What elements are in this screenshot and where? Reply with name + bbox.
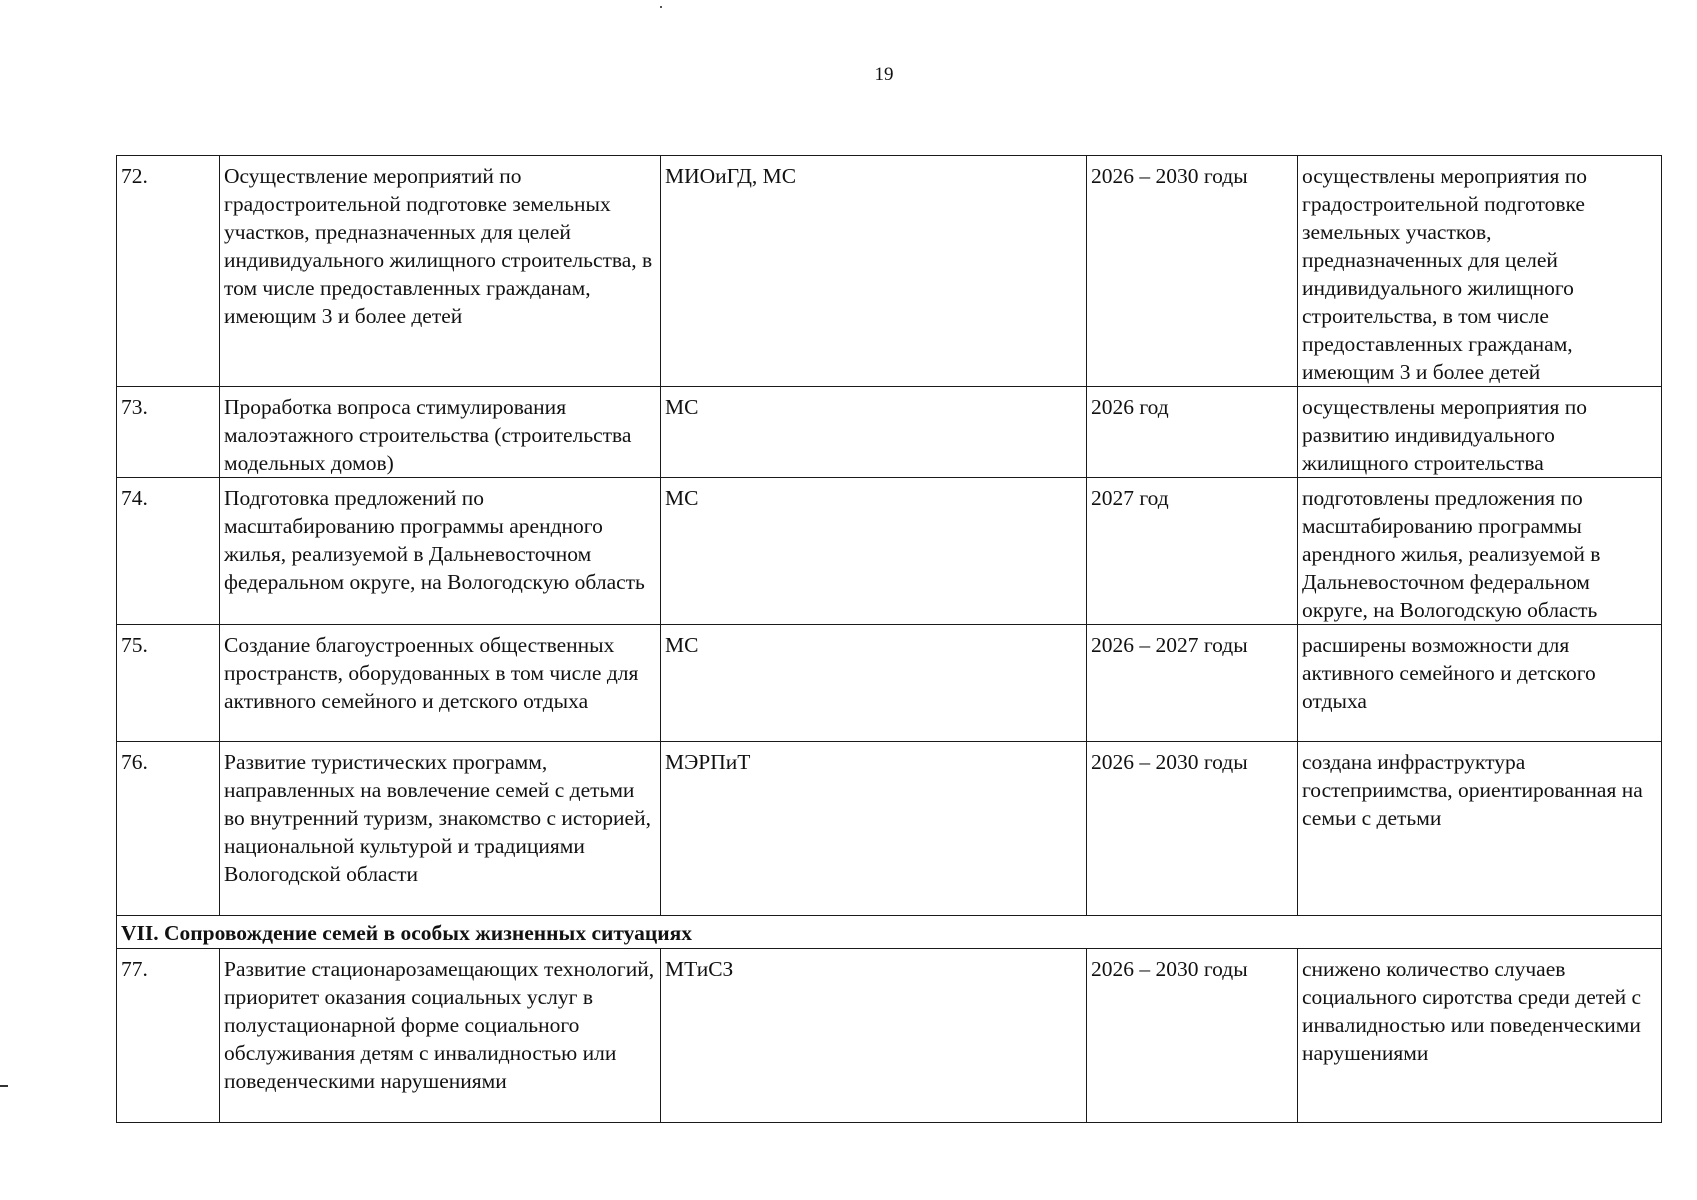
activity-cell: Развитие стационарозамещающих технологий, приоритет оказания социальных услуг в полустационарной форме социального обслуживания детям с инвалидностью или поведенческими нарушениями <box>220 949 661 1123</box>
row-number: 77. <box>117 949 220 1123</box>
result-cell: снижено количество случаев социального сиротства среди детей с инвалидностью или поведенческими нарушениями <box>1298 949 1662 1123</box>
executor-cell: МЭРПиТ <box>661 742 1087 916</box>
activity-cell: Создание благоустроенных общественных пространств, оборудованных в том числе для активного семейного и детского отдыха <box>220 625 661 742</box>
table-row <box>117 949 1662 1123</box>
table-row <box>117 625 1662 742</box>
row-number: 76. <box>117 742 220 916</box>
term-cell: 2026 – 2030 годы <box>1087 156 1298 387</box>
row-number: 74. <box>117 478 220 625</box>
term-cell: 2027 год <box>1087 478 1298 625</box>
term-cell: 2026 – 2030 годы <box>1087 742 1298 916</box>
page-number: 19 <box>874 64 894 85</box>
row-number: 75. <box>117 625 220 742</box>
result-cell: осуществлены мероприятия по развитию индивидуального жилищного строительства <box>1298 387 1662 478</box>
row-number: 73. <box>117 387 220 478</box>
term-cell: 2026 год <box>1087 387 1298 478</box>
table-row <box>117 387 1662 478</box>
table-row <box>117 742 1662 916</box>
section-heading: VII. Сопровождение семей в особых жизненных ситуациях <box>117 916 1662 949</box>
scan-artifact-mark <box>0 1085 8 1087</box>
executor-cell: МС <box>661 387 1087 478</box>
activity-cell: Развитие туристических программ, направленных на вовлечение семей с детьми во внутренний туризм, знакомство с историей, национальной культурой и традициями Вологодской области <box>220 742 661 916</box>
result-cell: создана инфраструктура гостеприимства, ориентированная на семьи с детьми <box>1298 742 1662 916</box>
result-cell: расширены возможности для активного семейного и детского отдыха <box>1298 625 1662 742</box>
activity-cell: Проработка вопроса стимулирования малоэтажного строительства (строительства модельных домов) <box>220 387 661 478</box>
section-heading-row <box>117 916 1662 949</box>
executor-cell: МС <box>661 478 1087 625</box>
executor-cell: МТиСЗ <box>661 949 1087 1123</box>
result-cell: осуществлены мероприятия по градостроительной подготовке земельных участков, предназначенных для целей индивидуального жилищного строительства, в том числе предоставленных гражданам, имеющим 3 и более детей <box>1298 156 1662 387</box>
row-number: 72. <box>117 156 220 387</box>
term-cell: 2026 – 2027 годы <box>1087 625 1298 742</box>
scan-artifact-dot <box>660 6 662 8</box>
executor-cell: МИОиГД, МС <box>661 156 1087 387</box>
term-cell: 2026 – 2030 годы <box>1087 949 1298 1123</box>
activity-cell: Осуществление мероприятий по градостроительной подготовке земельных участков, предназначенных для целей индивидуального жилищного строительства, в том числе предоставленных гражданам, имеющим 3 и более детей <box>220 156 661 387</box>
table-row <box>117 156 1662 387</box>
executor-cell: МС <box>661 625 1087 742</box>
table-row <box>117 478 1662 625</box>
result-cell: подготовлены предложения по масштабированию программы арендного жилья, реализуемой в Дальневосточном федеральном округе, на Вологодскую область <box>1298 478 1662 625</box>
activity-cell: Подготовка предложений по масштабированию программы арендного жилья, реализуемой в Дальневосточном федеральном округе, на Вологодскую область <box>220 478 661 625</box>
plan-table <box>116 155 1662 1123</box>
